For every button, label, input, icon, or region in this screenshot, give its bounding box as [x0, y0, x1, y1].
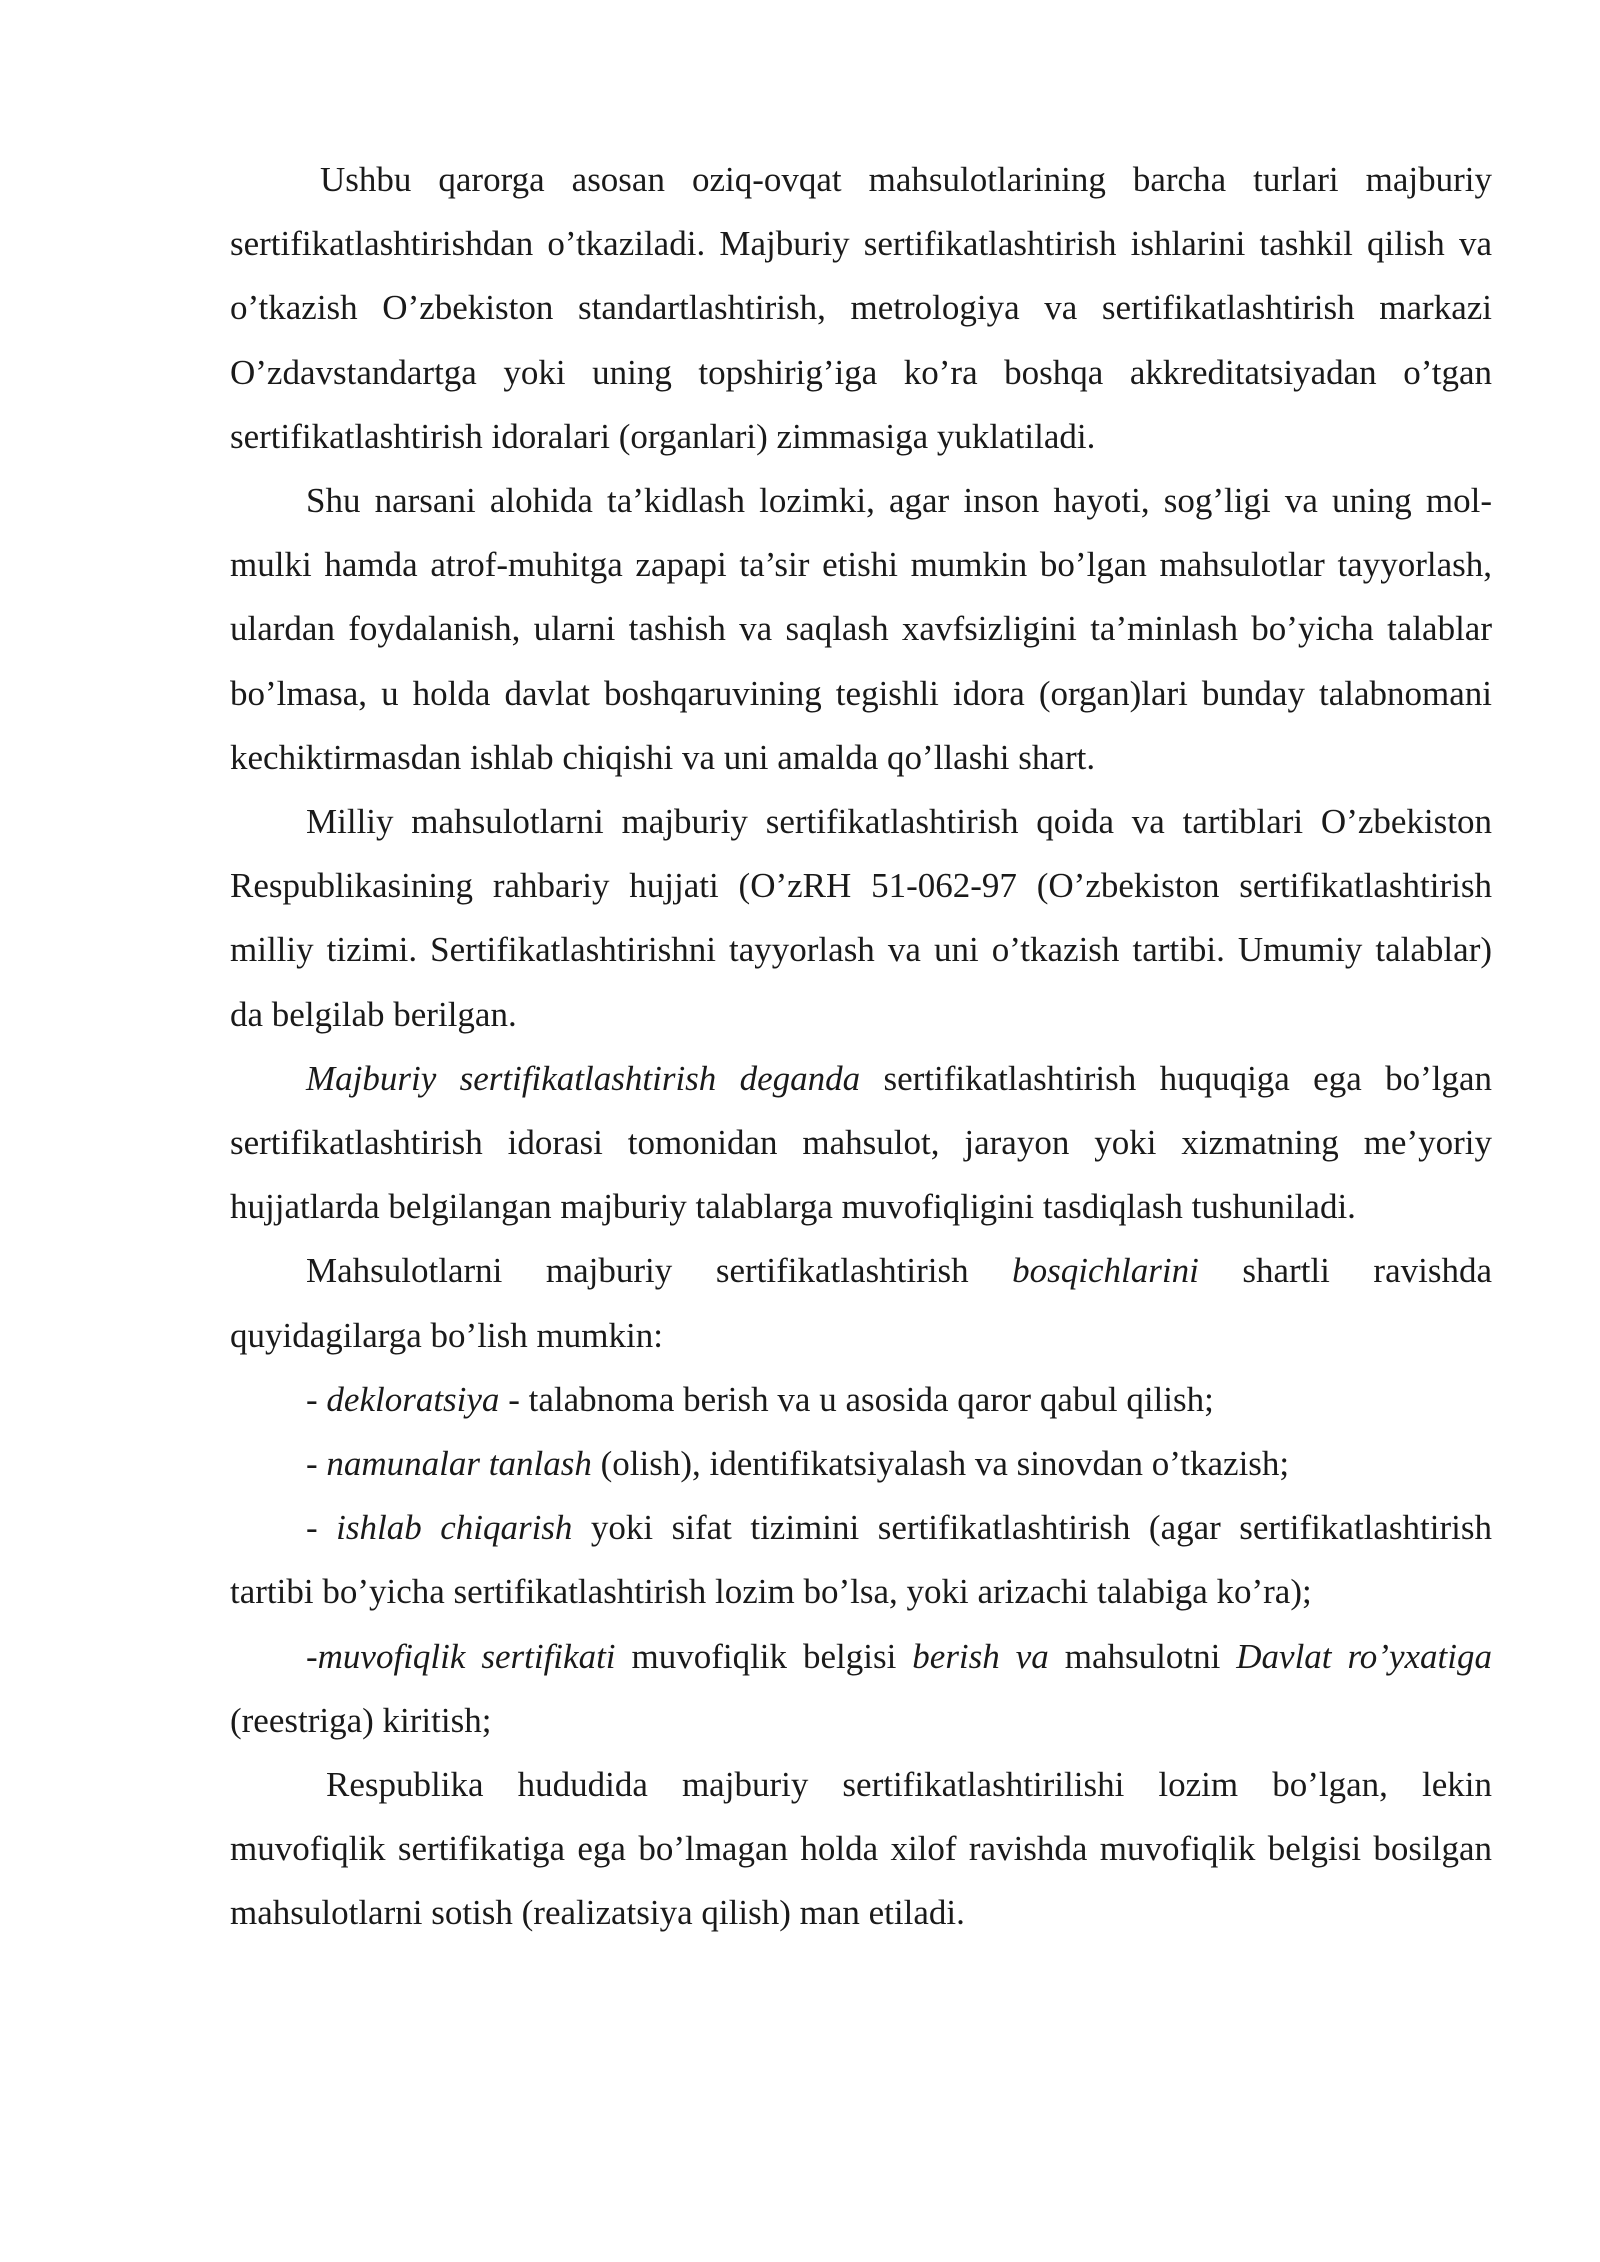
definition-term: Majburiy sertifikatlashtirish deganda — [306, 1058, 861, 1098]
list-term: dekloratsiya — [326, 1379, 500, 1419]
list-text: mahsulotni — [1048, 1636, 1237, 1676]
list-text: (reestriga) kiritish; — [230, 1700, 492, 1740]
list-text: yoki sifat tizimini sertifikatlashtirish (agar sertifikatlashtirish tartibi bo’yicha sertifikatlashtirish lozim bo’lsa, yoki arizachi talabiga ko’ra); — [230, 1508, 1492, 1612]
paragraph-text: Ushbu qarorga asosan oziq-ovqat mahsulotlarining barcha turlari majburiy sertifikatlashtirishdan o’tkaziladi. Majburiy sertifikatlashtirish ishlarini tashkil qilish va o’tkazish O’zbekiston standartlashtirish, metrologiya va sertifikatlashtirish markazi O’zdavstandartga yoki uning topshirig’iga ko’ra boshqa akkreditatsiyadan o’tgan sertifikatlashtirish idoralari (organlari) zimmasiga yuklatiladi. — [230, 160, 1492, 456]
paragraph-text: Respublika hududida majburiy sertifikatlashtirilishi lozim bo’lgan, lekin muvofiqlik sertifikatiga ega bo’lmagan holda xilof ravishda muvofiqlik belgisi bosilgan mahsulotlarni sotish (realizatsiya qilish) man etiladi. — [230, 1765, 1492, 1933]
paragraph-text: Mahsulotlarni majburiy sertifikatlashtirish — [306, 1251, 1013, 1291]
paragraph-text: Shu narsani alohida ta’kidlash lozimki, agar inson hayoti, sog’ligi va uning mol-mulki hamda atrof-muhitga zapapi ta’sir etishi mumkin bo’lgan mahsulotlar tayyorlash, ulardan foydalanish, ularni tashish va saqlash xavfsizligini ta’minlash bo’yicha talablar bo’lmasa, u holda davlat boshqaruvining tegishli idora (organ)lari bunday talabnomani kechiktirmasdan ishlab chiqishi va uni amalda qo’llashi shart. — [230, 481, 1492, 777]
paragraph-national-rules — [230, 790, 1492, 1047]
paragraph-text: sertifikatlashtirish huquqiga ega bo’lgan sertifikatlashtirish idorasi tomonidan mahsulot, jarayon yoki xizmatning me’yoriy hujjatlarda belgilangan majburiy talablarga muvofiqligini tasdiqlash tushuniladi. — [230, 1058, 1493, 1227]
list-text: - talabnoma berish va u asosida qaror qabul qilish; — [499, 1379, 1214, 1419]
paragraph-stages — [230, 1239, 1492, 1367]
document-page — [230, 148, 1492, 1946]
paragraph-text: shartli ravishda quyidagilarga bo’lish mumkin: — [230, 1251, 1492, 1355]
list-dash: - — [306, 1379, 327, 1419]
list-dash: - — [306, 1508, 337, 1548]
list-term: namunalar tanlash — [326, 1444, 592, 1484]
list-dash: - — [306, 1444, 327, 1484]
paragraph-definition — [230, 1047, 1492, 1240]
list-item-declaration — [230, 1368, 1492, 1432]
list-item-production — [230, 1496, 1492, 1624]
list-item-sampling — [230, 1432, 1492, 1496]
list-term: -muvofiqlik sertifikati — [306, 1636, 616, 1676]
paragraph-prohibition — [230, 1753, 1492, 1946]
list-term: ishlab chiqarish — [336, 1508, 573, 1548]
list-item-certificate — [230, 1625, 1492, 1753]
paragraph-requirements — [230, 469, 1492, 790]
stages-term: bosqichlarini — [1012, 1251, 1199, 1291]
paragraph-text: Milliy mahsulotlarni majburiy sertifikatlashtirish qoida va tartiblari O’zbekiston Respublikasining rahbariy hujjati (O’zRH 51-062-97 (O’zbekiston sertifikatlashtirish milliy tizimi. Sertifikatlashtirishni tayyorlash va uni o’tkazish tartibi. Umumiy talablar) da belgilab berilgan. — [230, 802, 1492, 1034]
paragraph-decision — [230, 148, 1492, 469]
list-text: (olish), identifikatsiyalash va sinovdan o’tkazish; — [591, 1444, 1290, 1484]
list-term: berish va — [912, 1636, 1049, 1676]
list-text: muvofiqlik belgisi — [615, 1636, 913, 1676]
list-term: Davlat ro’yxatiga — [1236, 1636, 1492, 1676]
